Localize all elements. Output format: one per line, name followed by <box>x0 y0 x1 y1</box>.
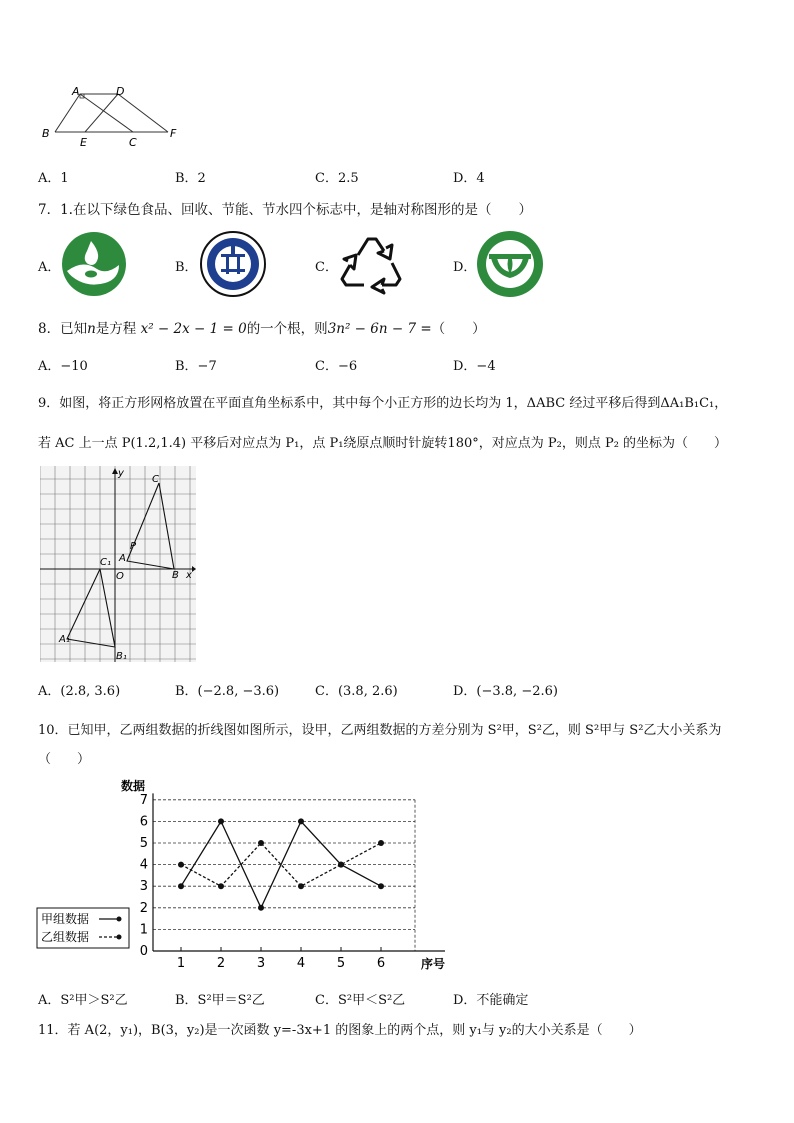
chart-xtick-label: 6 <box>376 956 386 971</box>
q6-option-c[interactable]: C．2.5 <box>315 171 359 186</box>
chart-ytick-label: 2 <box>139 900 148 916</box>
q6-label-C: C <box>129 136 137 149</box>
q8-stem <box>38 317 486 337</box>
q10-option-b[interactable]: B．S²甲＝S²乙 <box>175 993 265 1008</box>
q9-label-A1: A₁ <box>59 634 70 645</box>
q7-stem: 7．1.在以下绿色食品、回收、节能、节水四个标志中，是轴对称图形的是（ ） <box>38 202 532 218</box>
q6-label-B: B <box>42 127 50 140</box>
green-food-leaf-logo-icon <box>475 230 545 298</box>
recycle-icon <box>338 233 404 295</box>
legend-label-yi: 乙组数据 <box>41 930 90 944</box>
q8-end: （ ） <box>431 321 486 337</box>
q10-line-chart <box>35 775 455 975</box>
q8-option-c[interactable]: C．−6 <box>315 359 358 374</box>
q9-grid-figure <box>40 466 196 662</box>
q9-label-y: y <box>118 468 124 479</box>
legend-label-jia: 甲组数据 <box>41 912 90 926</box>
q9-stem-line2: 若 AC 上一点 P(1.2,1.4) 平移后对应点为 P₁，点 P₁绕原点顺时针旋转180°，对应点为 P₂，则点 P₂ 的坐标为（ ） <box>38 436 728 451</box>
chart-ytick-label: 4 <box>139 857 148 873</box>
green-food-water-logo-icon <box>61 231 127 297</box>
q7-option-d-letter[interactable]: D． <box>453 260 477 275</box>
legend-dot-yi <box>117 935 122 940</box>
q10-option-a[interactable]: A．S²甲＞S²乙 <box>38 993 128 1008</box>
chart-point-yi <box>378 840 384 846</box>
q9-label-B: B <box>172 570 179 581</box>
q9-option-d[interactable]: D．(−3.8, −2.6) <box>453 684 558 699</box>
chart-point-yi <box>298 883 304 889</box>
q9-label-O: O <box>116 571 124 582</box>
q6-label-F: F <box>170 127 177 140</box>
chart-point-jia <box>178 883 184 889</box>
q8-mid: 是方程 <box>95 321 137 337</box>
chart-point-jia <box>298 818 304 824</box>
chart-xtick-label: 2 <box>216 956 226 971</box>
chart-xtick-label: 1 <box>176 956 186 971</box>
q10-option-c[interactable]: C．S²甲＜S²乙 <box>315 993 406 1008</box>
q11-stem: 11．若 A(2，y₁)，B(3，y₂)是一次函数 y=-3x+1 的图象上的两个点，则 y₁与 y₂的大小关系是（ ） <box>38 1023 642 1038</box>
q8-mid2: 的一个根，则 <box>246 321 328 337</box>
chart-point-yi <box>338 862 344 868</box>
q9-label-C: C <box>152 474 159 485</box>
q9-label-P: P <box>130 541 137 552</box>
q6-label-E: E <box>80 136 87 149</box>
chart-ytick-label: 1 <box>139 922 148 938</box>
energy-saving-logo-icon <box>199 230 267 298</box>
q9-option-b[interactable]: B．(−2.8, −3.6) <box>175 684 280 699</box>
chart-xtick-label: 3 <box>256 956 266 971</box>
q9-stem-line1: 9．如图，将正方形网格放置在平面直角坐标系中，其中每个小正方形的边长均为 1，ΔABC 经过平移后得到ΔA₁B₁C₁， <box>38 396 728 411</box>
chart-point-yi <box>178 862 184 868</box>
q7-option-b-letter[interactable]: B． <box>175 260 198 275</box>
q9-label-A: A <box>119 553 126 564</box>
q6-label-D: D <box>116 86 125 98</box>
chart-ytick-label: 5 <box>139 836 148 851</box>
q6-option-b[interactable]: B．2 <box>175 171 206 186</box>
q8-option-d[interactable]: D．−4 <box>453 359 496 374</box>
q8-option-a[interactable]: A．−10 <box>38 359 88 374</box>
q8-var: n <box>87 321 96 337</box>
chart-point-yi <box>218 883 224 889</box>
q6-option-a[interactable]: A．1 <box>38 171 69 186</box>
q6-option-d[interactable]: D．4 <box>453 171 485 186</box>
legend-dot-jia <box>117 917 122 922</box>
q6-label-A: A <box>72 86 80 98</box>
q9-label-B1: B₁ <box>116 651 127 662</box>
chart-point-jia <box>218 818 224 824</box>
chart-xlabel: 序号 <box>421 957 446 971</box>
chart-ytick-label: 7 <box>139 792 148 808</box>
chart-ytick-label: 3 <box>139 879 148 895</box>
chart-ytick-label: 0 <box>139 944 148 959</box>
q8-prefix: 8．已知 <box>38 321 88 337</box>
q10-stem-line1: 10．已知甲，乙两组数据的折线图如图所示，设甲，乙两组数据的方差分别为 S²甲，S²乙，则 S²甲与 S²乙大小关系为 <box>38 723 722 738</box>
chart-xtick-label: 5 <box>336 956 346 971</box>
q10-option-d[interactable]: D．不能确定 <box>453 993 529 1008</box>
q6-figure <box>40 86 190 150</box>
chart-point-jia <box>378 883 384 889</box>
chart-xtick-label: 4 <box>296 956 306 971</box>
q8-equation: x² − 2x − 1 = 0 <box>140 321 247 337</box>
q9-option-a[interactable]: A．(2.8, 3.6) <box>38 684 121 699</box>
chart-ytick-label: 6 <box>139 814 148 830</box>
chart-ylabel: 数据 <box>121 779 146 793</box>
q7-option-c-letter[interactable]: C． <box>315 260 338 275</box>
q10-stem-line2: （ ） <box>38 752 91 767</box>
q9-option-c[interactable]: C．(3.8, 2.6) <box>315 684 398 699</box>
q9-label-x: x <box>186 570 192 581</box>
chart-legend <box>37 908 129 948</box>
q8-option-b[interactable]: B．−7 <box>175 359 217 374</box>
chart-point-jia <box>258 905 264 911</box>
q8-expression: 3n² − 6n − 7 = <box>327 321 432 337</box>
chart-point-yi <box>258 840 264 846</box>
q9-label-C1: C₁ <box>100 557 111 568</box>
q7-option-a-letter[interactable]: A． <box>38 260 61 275</box>
